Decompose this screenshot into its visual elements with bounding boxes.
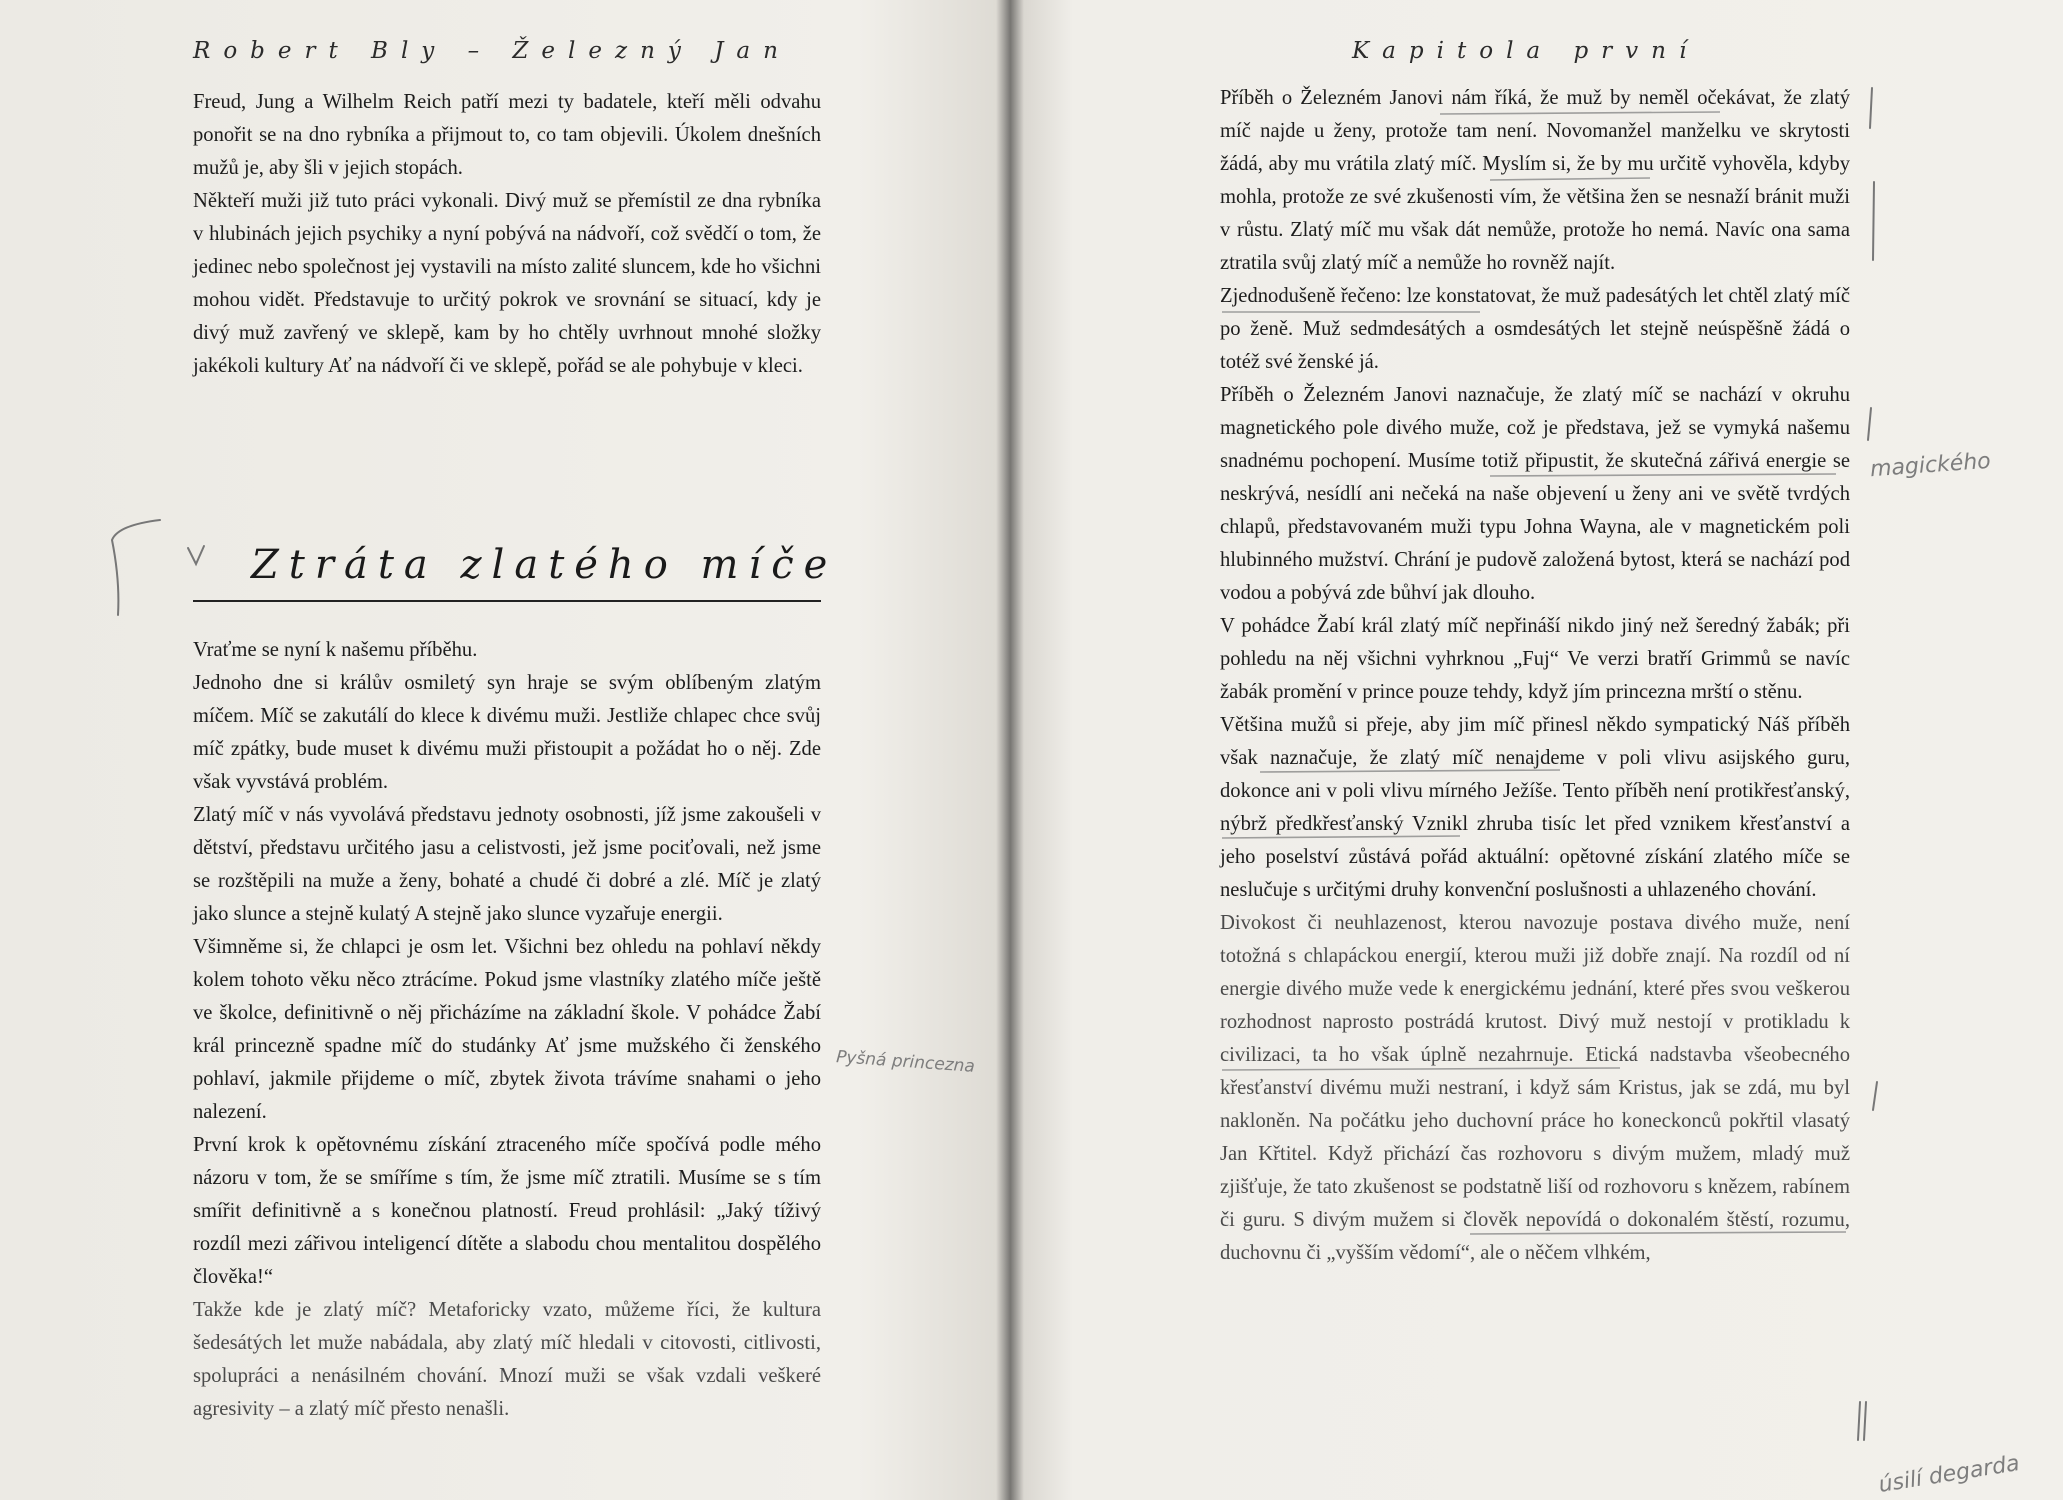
paragraph: Vraťme se nyní k našemu příběhu. [193, 639, 478, 661]
handwritten-margin-note: Pyšná princezna [835, 1047, 976, 1077]
paragraph: Zjednodušeně řečeno: lze konstatovat, že muž padesátých let chtěl zlatý míč po ženě. Muž sedmdesátých a osmdesátých let stejně neúspěšně žádá o totéž své ženské já. [1220, 285, 1850, 373]
left-running-head: Robert Bly – Železný Jan [193, 38, 791, 64]
margin-line-mark [1870, 88, 1872, 128]
paragraph: Někteří muži již tuto práci vykonali. Divý muž se přemístil ze dna rybníka v hlubinách jejich psychiky a nyní pobývá na nádvoří, což svědčí o tom, že jedinec nebo společnost jej vystavili na místo zalité sluncem, kde ho všichni mohou vidět. Představuje to určitý pokrok ve srovnání se situací, kdy je divý muž zavřený ve sklepě, kam by ho chtěly uvrhnout mnohé složky jakékoli kultury Ať na nádvoří či ve sklepě, pořád se ale pohybuje v kleci. [193, 190, 821, 377]
paragraph: První krok k opětovnému získání ztraceného míče spočívá podle mého názoru v tom, že se smíříme s tím, že jsme míč ztratili. Musíme se s tím smířit definitivně a s konečnou platností. Freud prohlásil: „Jaký tíživý rozdíl mezi zářivou inteligencí dítěte a slabodu chou mentalitou dospělého člověka!“ [193, 1134, 821, 1288]
underline-mark [1440, 112, 1720, 114]
paragraph: Takže kde je zlatý míč? Metaforicky vzato, můžeme říci, že kultura šedesátých let muže nabádala, aby zlatý míč hledali v citovosti, citlivosti, spolupráci a nenásilném chování. Mnozí muži se však vzdali veškeré agresivity – a zlatý míč přesto nenašli. [193, 1299, 821, 1420]
handwritten-margin-note: úsilí degarda [1876, 1451, 2022, 1498]
paragraph: Příběh o Železném Janovi naznačuje, že zlatý míč se nachází v okruhu magnetického pole divého muže, což je představa, jež se vymyká našemu snadnému pochopení. Musíme totiž připustit, že skutečná zářivá energie se neskrývá, nesídlí ani nečeká na naše objevení u ženy ani ve světě tvrdých chlapů, představovaném muži typu Johna Wayna, ale v magnetickém poli hlubinného mužství. Chrání je pudově založená bytost, která se nachází pod vodou a pobývá zde bůhví jak dlouho. [1220, 384, 1850, 604]
paragraph: Jednoho dne si králův osmiletý syn hraje se svým oblíbeným zlatým míčem. Míč se zakutálí do klece k divému muži. Jestliže chlapec chce svůj míč zpátky, bude muset k divému muži přistoupit a požádat ho o něj. Zde však vyvstává problém. [193, 672, 821, 793]
handwritten-margin-note: magického [1869, 448, 1992, 483]
margin-check-mark [188, 546, 204, 564]
paragraph: Většina mužů si přeje, aby jim míč přinesl někdo sympatický Náš příběh však naznačuje, že zlatý míč nenajdeme v poli vlivu asijského guru, dokonce ani v poli vlivu mírného Ježíše. Tento příběh není protikřesťanský, nýbrž předkřesťanský Vznikl zhruba tisíc let před vznikem křesťanství a jeho poselství zůstává pořád aktuální: opětovné získání zlatého míče se neslučuje s určitými druhy konvenční poslušnosti a uhlazeného chování. [1220, 714, 1850, 901]
paragraph: Divokost či neuhlazenost, kterou navozuje postava divého muže, není totožná s chlapáckou energií, kterou muži již dobře znají. Na rozdíl od ní energie divého muže vede k energickému jednání, které přes svou veškerou rozhodnost naprosto postrádá krutost. Divý muž nestojí v protikladu k civilizaci, ta ho však úplně nezahrnuje. Etická nadstavba všeobecného křesťanství divému muži nestraní, i když sám Kristus, jak se zdá, mu byl nakloněn. Na počátku jeho duchovní práce ho koneckonců pokřtil vlasatý Jan Křtitel. Když přichází čas rozhovoru s divým mužem, mladý muž zjišťuje, že tato zkušenost se podstatně liší od rozhovoru s knězem, rabínem či guru. S divým mužem si člověk nepovídá o dokonalém štěstí, rozumu, duchovnu či „vyšším vědomí“, ale o něčem vlhkém, [1220, 912, 1850, 1264]
right-running-head: Kapitola první [1352, 38, 1700, 64]
paragraph: Příběh o Železném Janovi nám říká, že muž by neměl očekávat, že zlatý míč najde u ženy, protože tam není. Novomanžel manželku ve skrytosti žádá, aby mu vrátila zlatý míč. Myslím si, že by mu určitě vyhověla, kdyby mohla, protože ze své zkušenosti vím, že většina žen se nesnaží bránit muži v růstu. Zlatý míč mu však dát nemůže, protože ho nemá. Navíc ona sama ztratila svůj zlatý míč a nemůže ho rovněž najít. [1220, 87, 1850, 274]
underline-mark [1222, 1068, 1620, 1070]
paragraph: Zlatý míč v nás vyvolává představu jednoty osobnosti, jíž jsme zakoušeli v dětství, představu určitého jasu a celistvosti, jež jsme pociťovali, než jsme se rozštěpili na muže a ženy, bohaté a chudé či dobré a zlé. Míč je zlatý jako slunce a stejně kulatý A stejně jako slunce vyzařuje energii. [193, 804, 821, 925]
underline-mark [1490, 178, 1650, 180]
margin-bracket-mark [112, 520, 160, 615]
paragraph: V pohádce Žabí král zlatý míč nepřináší nikdo jiný než šeredný žabák; při pohledu na něj všichni vyhrknou „Fuj“ Ve verzi bratří Grimmů se navíc žabák promění v prince pouze tehdy, když jím princezna mrští o stěnu. [1220, 615, 1850, 703]
exclamation-mark [1873, 1082, 1877, 1110]
underline-mark [1490, 474, 1836, 476]
underline-mark [1470, 1232, 1846, 1234]
margin-line-mark [1858, 1402, 1860, 1440]
exclamation-mark [1868, 408, 1871, 440]
margin-line-mark [1864, 1402, 1866, 1440]
margin-line-mark [1873, 182, 1874, 260]
chapter-heading: Ztráta zlatého míče [251, 542, 838, 588]
paragraph: Všimněme si, že chlapci je osm let. Všichni bez ohledu na pohlaví někdy kolem tohoto věku něco ztrácíme. Pokud jsme vlastníky zlatého míče ještě ve školce, definitivně o něj přicházíme na základní škole. V pohádce Žabí král princezně spadne míč do studánky Ať jsme mužského či ženského pohlaví, jakmile přijdeme o míč, zbytek života trávíme snahami o jeho nalezení. [193, 936, 821, 1123]
underline-mark [1260, 770, 1560, 772]
underline-mark [1222, 836, 1460, 838]
paragraph: Freud, Jung a Wilhelm Reich patří mezi ty badatele, kteří měli odvahu ponořit se na dno rybníka a přijmout to, co tam objevili. Úkolem dnešních mužů je, aby šli v jejich stopách. [193, 91, 821, 179]
